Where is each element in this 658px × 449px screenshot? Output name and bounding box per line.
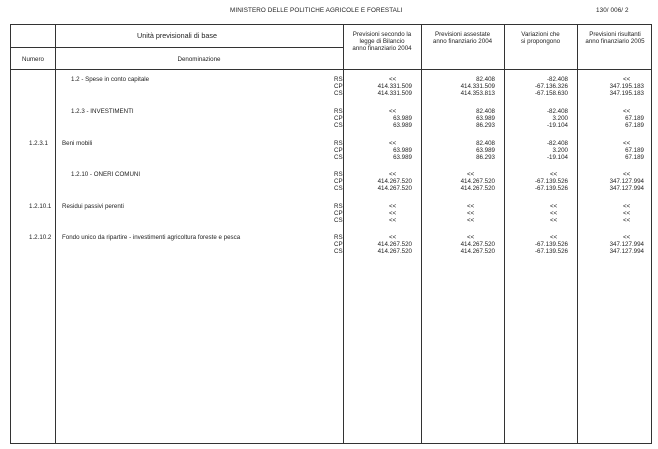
number-header: Numero	[21, 56, 44, 63]
row-number: 1.2.10.1	[29, 203, 52, 210]
cell-v4: << 347.127.994 347.127.994	[609, 171, 644, 192]
col2-header: Previsioni assestate anno finanziario 2004	[432, 31, 493, 45]
cell-v4: << 347.195.183 347.195.183	[609, 76, 644, 97]
cell-v3: -82.408 -67.136.326 -67.158.630	[534, 76, 568, 97]
divider	[11, 69, 651, 70]
col3-header: Variazioni che si propongono	[520, 31, 561, 45]
row-denomination: 1.2.3 - INVESTIMENTI	[71, 108, 134, 115]
row-codes: RS CP CS	[334, 234, 343, 255]
cell-v2: 82.408 414.331.509 414.353.813	[460, 76, 495, 97]
cell-v3: << -67.139.526 -67.139.526	[534, 234, 568, 255]
cell-v1: << 63.989 63.989	[389, 108, 412, 129]
budget-table	[10, 24, 652, 444]
row-denomination: 1.2.10 - ONERI COMUNI	[71, 171, 141, 178]
divider	[55, 25, 56, 443]
row-number: 1.2.10.2	[29, 234, 52, 241]
page-number: 130/ 006/ 2	[596, 7, 629, 14]
row-number: 1.2.3.1	[29, 140, 48, 147]
cell-v4: << 347.127.994 347.127.994	[609, 234, 644, 255]
col4-header: Previsioni risultanti anno finanziario 2005	[585, 31, 645, 45]
cell-v3: << << <<	[550, 203, 558, 224]
row-denomination: Residui passivi perenti	[62, 203, 124, 210]
cell-v4: << << <<	[623, 203, 631, 224]
cell-v2: 82.408 63.989 86.293	[476, 140, 495, 161]
cell-v2: << 414.267.520 414.267.520	[460, 171, 495, 192]
row-codes: RS CP CS	[334, 108, 343, 129]
col1-header: Previsioni secondo la legge di Bilancio anno finanziario 2004	[352, 31, 412, 52]
cell-v4: << 67.189 67.189	[623, 140, 644, 161]
cell-v2: 82.408 63.989 86.293	[476, 108, 495, 129]
cell-v1: << 414.267.520 414.267.520	[377, 234, 412, 255]
cell-v1: << 63.989 63.989	[389, 140, 412, 161]
row-codes: RS CP CS	[334, 76, 343, 97]
unit-title: Unità previsionali di base	[137, 31, 217, 40]
cell-v3: << -67.139.526 -67.139.526	[534, 171, 568, 192]
denomination-header: Denominazione	[177, 56, 221, 63]
ministry-title: MINISTERO DELLE POLITICHE AGRICOLE E FORESTALI	[230, 7, 403, 14]
cell-v2: << 414.267.520 414.267.520	[460, 234, 495, 255]
cell-v1: << << <<	[389, 203, 397, 224]
divider	[11, 47, 343, 48]
row-codes: RS CP CS	[334, 203, 343, 224]
cell-v2: << << <<	[467, 203, 475, 224]
row-denomination: Beni mobili	[62, 140, 93, 147]
cell-v3: -82.408 3.200 -19.104	[547, 108, 568, 129]
cell-v3: -82.408 3.200 -19.104	[547, 140, 568, 161]
cell-v1: << 414.331.509 414.331.509	[377, 76, 412, 97]
row-codes: RS CP CS	[334, 140, 343, 161]
cell-v4: << 67.189 67.189	[623, 108, 644, 129]
row-denomination: 1.2 - Spese in conto capitale	[71, 76, 150, 83]
cell-v1: << 414.267.520 414.267.520	[377, 171, 412, 192]
row-denomination: Fondo unico da ripartire - investimenti agricoltura foreste e pesca	[62, 234, 241, 241]
row-codes: RS CP CS	[334, 171, 343, 192]
